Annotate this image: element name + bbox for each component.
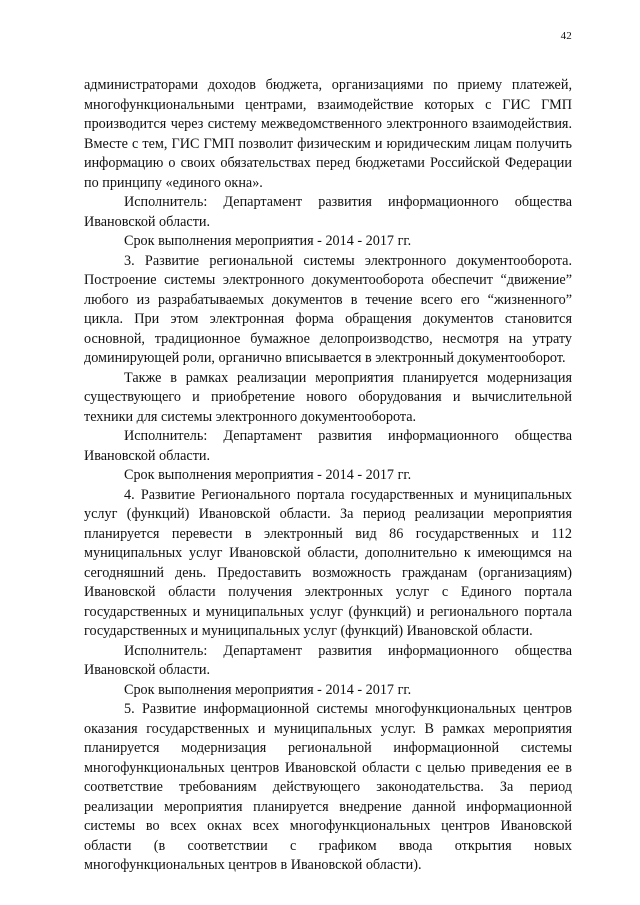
paragraph-executor: Исполнитель: Департамент развития информационного общества Ивановской области. [84, 642, 572, 678]
paragraph-modernization: Также в рамках реализации мероприятия планируется модернизация существующего и приобретение нового оборудования и вычислительной техники для системы электронного документооборота. [84, 369, 572, 425]
paragraph-item-5-mfc: 5. Развитие информационной системы многофункциональных центров оказания государственных и муниципальных услуг. В рамках мероприятия планируется модернизация региональной информационной системы многофункциональных центров Ивановской области с целью приведения ее в соответствие требованиям действующего законодательства. За период реализации мероприятия планируется внедрение данной информационной системы во всех окнах всех многофункциональных центров Ивановской области (в соответствии с графиком ввода открытия новых многофункциональных центров в Ивановской области). [84, 701, 572, 873]
paragraph-item-4-portal: 4. Развитие Регионального портала государственных и муниципальных услуг (функций) Ивановской области. За период реализации мероприятия планируется перевести в электронный вид 86 государственных и 112 муниципальных услуг Ивановской области, дополнительно к имеющимся на сегодняшний день. Предоставить возможность гражданам (организациям) Ивановской области получения электронных услуг с Единого портала государственных и муниципальных услуг (функций) и регионального портала государственных и муниципальных услуг (функций) Ивановской области. [84, 486, 572, 639]
paragraph-deadline: Срок выполнения мероприятия - 2014 - 2017 гг. [124, 233, 412, 249]
paragraph-executor: Исполнитель: Департамент развития информационного общества Ивановской области. [84, 428, 572, 464]
paragraph-item-3-edms: 3. Развитие региональной системы электронного документооборота. Построение системы электронного документооборота обеспечит “движение” любого из разрабатываемых документов в течение всего его “жизненного” цикла. При этом электронная форма обращения документов становится основной, традиционное бумажное делопроизводство, несмотря на утрату доминирующей роли, органично вписывается в электронный документооборот. [84, 252, 572, 366]
body-text [84, 76, 572, 876]
paragraph-admin-revenue: администраторами доходов бюджета, организациями по приему платежей, многофункциональными центрами, взаимодействие которых с ГИС ГМП производится через систему межведомственного электронного взаимодействия. Вместе с тем, ГИС ГМП позволит физическим и юридическим лицам получить информацию о своих обязательствах перед бюджетами Российской Федерации по принципу «единого окна». [84, 77, 572, 191]
paragraph-executor: Исполнитель: Департамент развития информационного общества Ивановской области. [84, 194, 572, 230]
paragraph-deadline: Срок выполнения мероприятия - 2014 - 2017 гг. [124, 681, 412, 698]
page-number: 42 [560, 30, 572, 42]
paragraph-deadline: Срок выполнения мероприятия - 2014 - 2017 гг. [124, 467, 412, 483]
